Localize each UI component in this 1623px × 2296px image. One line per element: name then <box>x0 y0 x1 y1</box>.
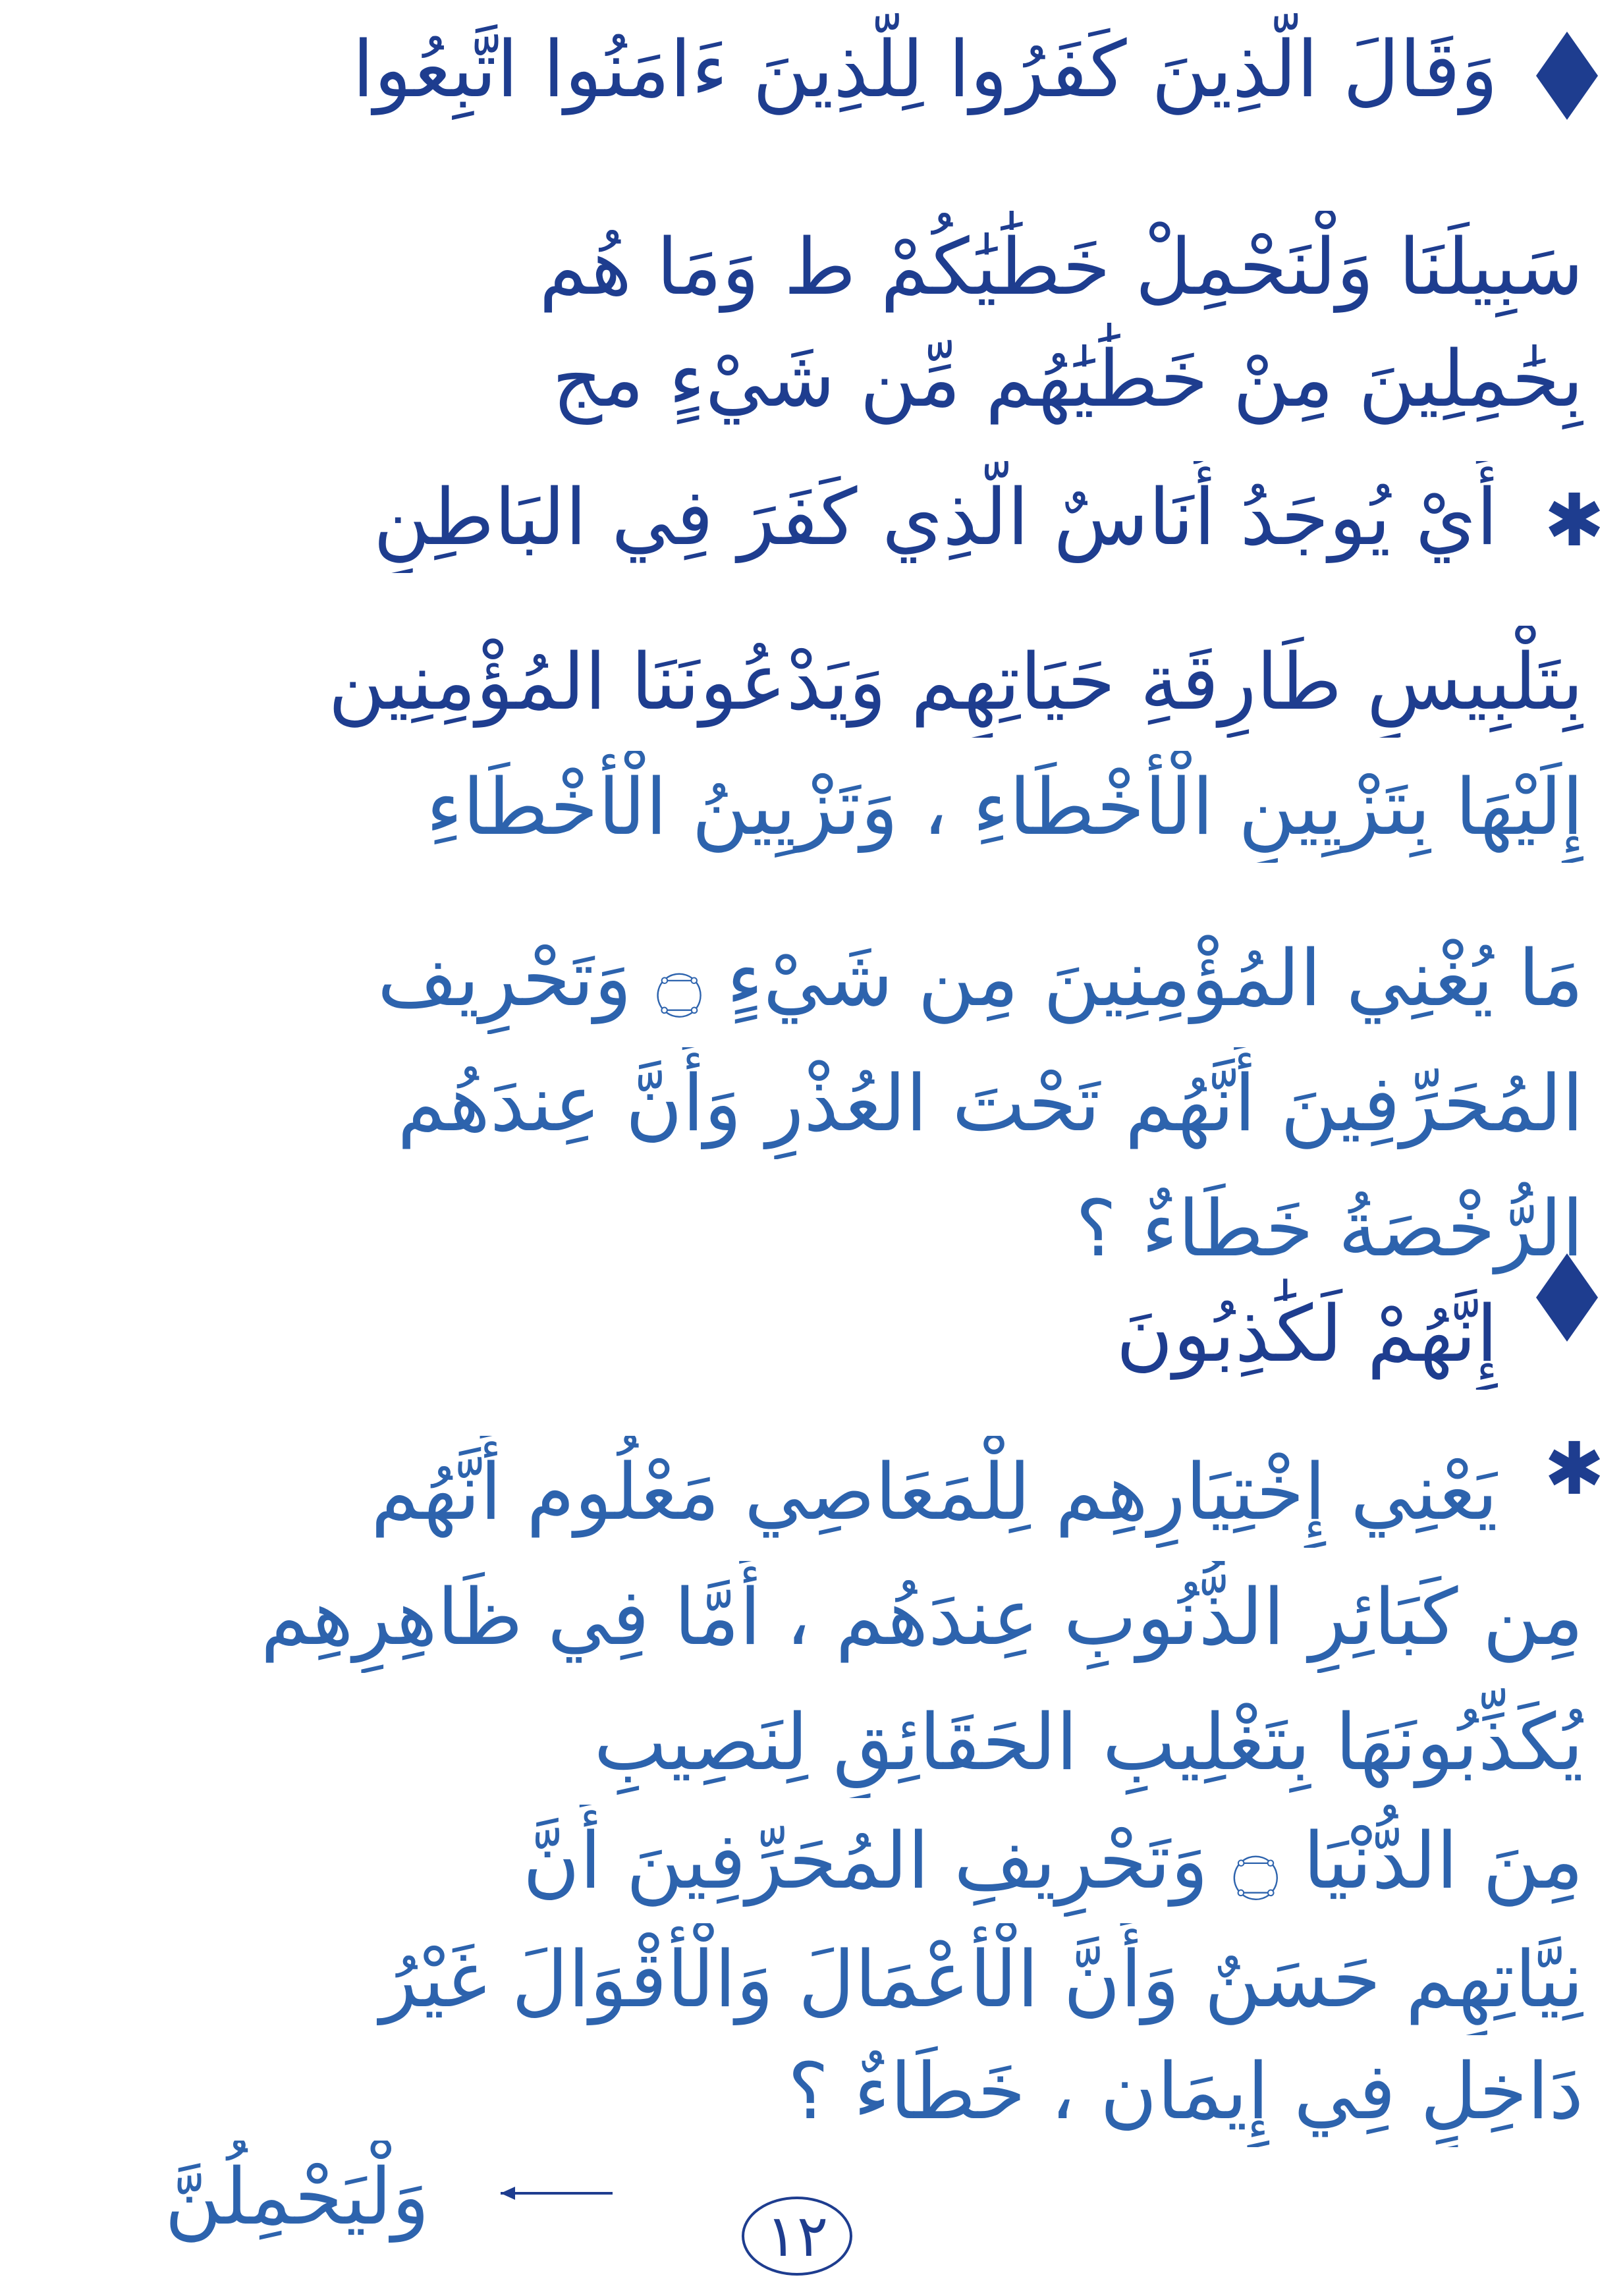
page-number-label: ١٢ <box>765 2202 829 2270</box>
quran-verse-line-3: بِحَٰمِلِينَ مِنْ خَطَٰيَٰهُم مِّن شَيْءٍ مج <box>552 333 1583 424</box>
commentary-line-4: مَا يُغْنِي المُؤْمِنِينَ مِن شَيْءٍ ۝ وَتَحْرِيف <box>377 933 1583 1024</box>
commentary-line-11: نِيَّاتِهِم حَسَنٌ وَأَنَّ الْأَعْمَالَ وَالْأَقْوَالَ غَيْرُ <box>379 1934 1583 2025</box>
quran-verse-line-2: سَبِيلَنَا وَلْنَحْمِلْ خَطَٰيَٰكُمْ ط وَمَا هُم <box>539 221 1583 312</box>
commentary-line-3: إِلَيْهَا بِتَزْيِينِ الْأَخْطَاءِ ، وَتَزْيِينُ الْأَخْطَاءِ <box>426 761 1583 852</box>
commentary-line-2: بِتَلْبِيسِ طَارِقَةِ حَيَاتِهِم وَيَدْعُونَنَا المُؤْمِنِين <box>328 636 1583 727</box>
diamond-bullet-icon <box>1531 26 1603 125</box>
commentary-line-1: أَيْ يُوجَدُ أُنَاسٌ الَّذِي كَفَرَ فِي البَاطِنِ <box>373 472 1498 562</box>
commentary-line-7: يَعْنِي إِخْتِيَارِهِم لِلْمَعَاصِي مَعْلُوم أَنَّهُم <box>371 1446 1498 1537</box>
commentary-line-10: مِنَ الدُّنْيَا ۝ وَتَحْرِيفِ المُحَرِّفِينَ أَنَّ <box>522 1815 1583 1906</box>
quran-verse-line-4: إِنَّهُمْ لَكَٰذِبُونَ <box>1116 1288 1498 1379</box>
diamond-bullet-icon <box>1531 1248 1603 1347</box>
asterisk-bullet-icon: ✱ <box>1544 1427 1605 1511</box>
commentary-line-12: دَاخِلٍ فِي إِيمَان ، خَطَاءٌ ؟ <box>787 2046 1583 2137</box>
quran-verse-line-1: وَقَالَ الَّذِينَ كَفَرُوا لِلَّذِينَ ءَامَنُوا اتَّبِعُوا <box>352 24 1498 115</box>
page-number <box>738 2193 856 2279</box>
asterisk-bullet-icon: ✱ <box>1544 478 1605 562</box>
commentary-line-8: مِن كَبَائِرِ الذُّنُوبِ عِندَهُم ، أَمَّا فِي ظَاهِرِهِم <box>260 1572 1583 1662</box>
commentary-line-6: الرُّخْصَةُ خَطَاءٌ ؟ <box>1075 1183 1583 1274</box>
commentary-line-9: يُكَذِّبُونَهَا بِتَغْلِيبِ الحَقَائِقِ لِنَصِيبِ <box>593 1697 1583 1788</box>
continuation-arrow-icon <box>501 2183 619 2203</box>
continuation-word: وَلْيَحْمِلُنَّ <box>165 2151 429 2242</box>
commentary-line-5: المُحَرِّفِينَ أَنَّهُم تَحْتَ العُذْرِ وَأَنَّ عِندَهُم <box>397 1058 1583 1149</box>
